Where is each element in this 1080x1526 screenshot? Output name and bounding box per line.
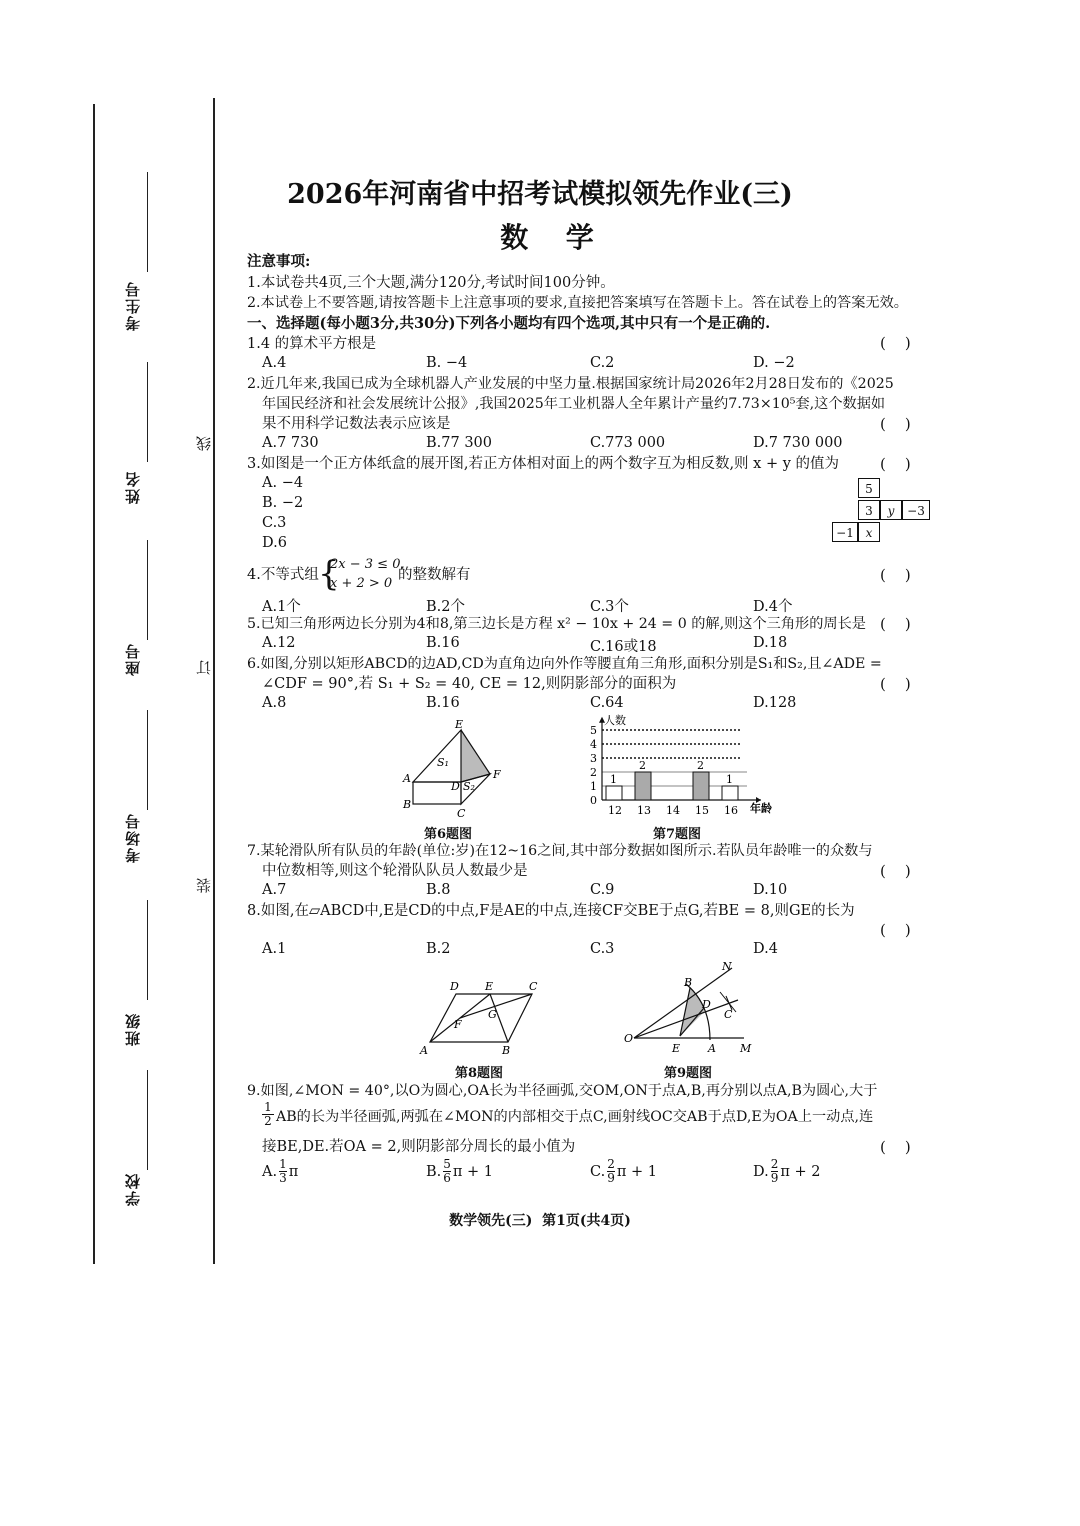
school-label: 学校 <box>124 1172 142 1206</box>
q8-figure <box>412 976 552 1058</box>
q7-line-2: 中位数相等,则这个轮滑队队员人数最少是 <box>262 863 528 879</box>
q9-option-b-tail: π + 1 <box>452 1163 494 1180</box>
q9-answer-paren: ( ) <box>880 1138 911 1156</box>
q6-label-c: C <box>457 807 466 820</box>
q9-option-c-label: C. <box>590 1163 606 1180</box>
q9-option-c-num: 2 <box>607 1157 615 1171</box>
q9-option-a <box>262 1158 298 1185</box>
q2-line-3: 果不用科学记数法表示应该是 <box>262 416 451 432</box>
q9-option-a-tail: π <box>288 1163 299 1180</box>
q8-label-d: D <box>450 980 459 993</box>
q6-label-s1: S₁ <box>437 756 449 769</box>
q6-option-d: D.128 <box>753 695 797 711</box>
q5-stem: 5.已知三角形两边长分别为4和8,第三边长是方程 x² − 10x + 24 = 0 的解,则这个三角形的周长是 <box>247 616 866 632</box>
q9-option-b <box>426 1158 493 1185</box>
q6-line-2: ∠CDF = 90°,若 S₁ + S₂ = 40, CE = 12,则阴影部分的面积为 <box>262 676 677 692</box>
q9-label-d: D <box>702 998 711 1011</box>
q1-option-a: A.4 <box>262 355 287 371</box>
chart-x-tick-14: 14 <box>666 804 680 817</box>
q2-option-a: A.7 730 <box>262 435 319 451</box>
q9-option-d <box>753 1158 820 1185</box>
net-cell-bot-0: −1 <box>832 522 858 542</box>
net-cell-mid-2: y <box>880 500 902 520</box>
q8-option-c: C.3 <box>590 941 615 957</box>
net-cell-top: 5 <box>858 478 880 498</box>
q5-answer-paren: ( ) <box>880 615 911 633</box>
binding-mark-staple: 订 <box>195 660 213 675</box>
q5-option-d: D.18 <box>753 635 788 651</box>
chart-y-tick-1: 1 <box>590 780 597 793</box>
q8-option-d: D.4 <box>753 941 778 957</box>
q2-option-d: D.7 730 000 <box>753 435 843 451</box>
chart-x-tick-12: 12 <box>608 804 622 817</box>
q1-option-b: B. −4 <box>426 355 468 371</box>
q6-line-1: 6.如图,分别以矩形ABCD的边AD,CD为直角边向外作等腰直角三角形,面积分别是S₁和S₂,且∠ADE = <box>247 656 882 672</box>
chart-bar-15 <box>693 772 709 800</box>
binding-mark-bind: 装 <box>195 878 213 893</box>
q6-label-f: F <box>493 768 501 781</box>
chart-x-tick-16: 16 <box>724 804 738 817</box>
q6-option-c: C.64 <box>590 695 624 711</box>
net-cell-bot-1: x <box>858 522 880 542</box>
q6-answer-paren: ( ) <box>880 675 911 693</box>
chart-x-tick-15: 15 <box>695 804 709 817</box>
q7-option-d: D.10 <box>753 882 788 898</box>
q9-option-d-num: 2 <box>770 1157 779 1171</box>
q5-option-a: A.12 <box>262 635 296 651</box>
q9-option-d-label: D. <box>753 1163 769 1180</box>
q1-option-d: D. −2 <box>753 355 795 371</box>
q4-answer-paren: ( ) <box>880 566 911 584</box>
q9-option-b-label: B. <box>426 1163 442 1180</box>
section-1-heading: 一、选择题(每小题3分,共30分)下列各小题均有四个选项,其中只有一个是正确的. <box>247 315 771 332</box>
chart-y-tick-2: 2 <box>590 766 597 779</box>
class-line <box>147 900 148 1000</box>
class-label: 班级 <box>124 1012 142 1046</box>
q6-label-d: D <box>451 780 460 793</box>
q9-label-c: C <box>724 1008 733 1021</box>
q9-line-2: AB的长为半径画弧,两弧在∠MON的内部相交于点C,画射线OC交AB于点D,E为OA上一动点,连 <box>276 1109 874 1125</box>
q7-caption: 第7题图 <box>653 827 702 842</box>
q8-caption: 第8题图 <box>455 1066 504 1081</box>
subject-title: 数 学 <box>500 221 600 254</box>
q3-answer-paren: ( ) <box>880 455 911 473</box>
q4-brace: { <box>318 554 340 594</box>
q4-suffix: 的整数解有 <box>398 567 471 583</box>
q9-half-num: 1 <box>262 1101 274 1115</box>
seat-number-line <box>147 540 148 640</box>
q9-option-d-den: 9 <box>770 1171 779 1185</box>
q4-option-b: B.2个 <box>426 599 465 615</box>
exam-title: 2026年河南省中招考试模拟领先作业(三) <box>287 179 793 210</box>
q6-label-b: B <box>403 798 412 811</box>
chart-data-label-13: 2 <box>639 759 646 772</box>
chart-ylabel: 人数 <box>604 714 626 727</box>
examinee-number-label: 考生号 <box>124 280 142 331</box>
q4-inequality-2: x + 2 > 0 <box>330 576 393 591</box>
q3-option-b: B. −2 <box>262 495 304 511</box>
page-footer: 数学领先(三) 第1页(共4页) <box>449 1213 631 1229</box>
q6-figure <box>395 718 505 823</box>
q2-answer-paren: ( ) <box>880 415 911 433</box>
chart-y-tick-4: 4 <box>590 738 597 751</box>
q9-option-c-tail: π + 1 <box>616 1163 657 1180</box>
exam-room-label: 考场号 <box>124 812 142 863</box>
q9-option-c <box>590 1158 657 1185</box>
chart-data-label-16: 1 <box>726 773 733 786</box>
chart-xlabel: 年龄 <box>750 802 772 815</box>
q9-label-e: E <box>672 1042 681 1055</box>
net-cell-mid-1: 3 <box>858 500 880 520</box>
q1-stem: 1.4 的算术平方根是 <box>247 336 377 352</box>
notice-item-2: 2.本试卷上不要答题,请按答题卡上注意事项的要求,直接把答案填写在答题卡上。答在试卷上的答案无效。 <box>247 295 908 311</box>
notice-heading: 注意事项: <box>247 253 311 270</box>
q6-label-e: E <box>455 718 464 731</box>
q4-prefix: 4.不等式组 <box>247 567 319 583</box>
chart-data-label-15: 2 <box>697 759 704 772</box>
chart-x-tick-13: 13 <box>637 804 651 817</box>
q7-answer-paren: ( ) <box>880 862 911 880</box>
q7-line-1: 7.某轮滑队所有队员的年龄(单位:岁)在12~16之间,其中部分数据如图所示.若队员年龄唯一的众数与 <box>247 843 873 859</box>
binding-line-left <box>93 104 95 1264</box>
q8-label-f: F <box>454 1018 462 1031</box>
q9-option-b-num: 5 <box>443 1157 451 1171</box>
chart-bar-12 <box>606 786 622 800</box>
q8-answer-paren: ( ) <box>880 921 911 939</box>
q7-option-b: B.8 <box>426 882 451 898</box>
chart-y-tick-0: 0 <box>590 794 597 807</box>
q2-option-c: C.773 000 <box>590 435 666 451</box>
q8-label-b: B <box>502 1044 511 1057</box>
q2-line-2: 年国民经济和社会发展统计公报》,我国2025年工业机器人全年累计产量约7.73×10⁵套,这个数据如 <box>262 396 886 412</box>
q3-option-d: D.6 <box>262 535 287 551</box>
q7-option-c: C.9 <box>590 882 615 898</box>
q1-answer-paren: ( ) <box>880 334 911 352</box>
q4-option-c: C.3个 <box>590 599 629 615</box>
q9-option-b-den: 6 <box>443 1171 451 1185</box>
q8-option-a: A.1 <box>262 941 287 957</box>
q9-option-a-den: 3 <box>279 1171 287 1185</box>
school-line <box>147 1070 148 1170</box>
q7-bar-chart <box>582 712 802 822</box>
q9-option-d-tail: π + 2 <box>780 1163 821 1180</box>
q9-figure <box>620 960 760 1058</box>
q9-half-fraction <box>262 1101 274 1128</box>
q3-stem: 3.如图是一个正方体纸盒的展开图,若正方体相对面上的两个数字互为相反数,则 x + y 的值为 <box>247 456 840 472</box>
q7-option-a: A.7 <box>262 882 287 898</box>
q8-stem: 8.如图,在▱ABCD中,E是CD的中点,F是AE的中点,连接CF交BE于点G,若BE = 8,则GE的长为 <box>247 903 855 919</box>
q6-option-b: B.16 <box>426 695 460 711</box>
q9-option-a-num: 1 <box>279 1157 287 1171</box>
q9-label-n: N <box>722 960 732 973</box>
q6-label-a: A <box>403 772 411 785</box>
q8-label-g: G <box>488 1008 497 1021</box>
q9-option-a-label: A. <box>262 1163 278 1180</box>
seat-number-label: 座号 <box>124 642 142 676</box>
chart-data-label-12: 1 <box>610 773 617 786</box>
q9-option-c-den: 9 <box>607 1171 615 1185</box>
q9-label-a: A <box>708 1042 716 1055</box>
q4-option-d: D.4个 <box>753 599 793 615</box>
q8-label-c: C <box>529 980 538 993</box>
q2-option-b: B.77 300 <box>426 435 493 451</box>
q5-option-b: B.16 <box>426 635 460 651</box>
q9-half-den: 2 <box>264 1114 272 1128</box>
chart-y-tick-5: 5 <box>590 724 597 737</box>
q3-option-a: A. −4 <box>262 475 304 491</box>
q4-inequality-1: 2x − 3 ≤ 0, <box>330 557 405 572</box>
q1-option-c: C.2 <box>590 355 615 371</box>
q6-option-a: A.8 <box>262 695 287 711</box>
binding-mark-line: 线 <box>195 436 213 451</box>
q3-option-c: C.3 <box>262 515 287 531</box>
q9-line-3: 接BE,DE.若OA = 2,则阴影部分周长的最小值为 <box>262 1139 576 1155</box>
q8-label-a: A <box>420 1044 428 1057</box>
q2-line-1: 2.近几年来,我国已成为全球机器人产业发展的中坚力量.根据国家统计局2026年2月28日发布的《2025 <box>247 376 894 392</box>
q9-caption: 第9题图 <box>664 1066 713 1081</box>
q8-label-e: E <box>485 980 494 993</box>
q8-option-b: B.2 <box>426 941 451 957</box>
q6-caption: 第6题图 <box>424 827 473 842</box>
q6-shaded-triangle <box>461 730 490 782</box>
exam-room-line <box>147 710 148 810</box>
q9-label-b: B <box>684 976 693 989</box>
chart-bar-16 <box>722 786 738 800</box>
q4-option-a: A.1个 <box>262 599 301 615</box>
chart-y-tick-3: 3 <box>590 752 597 765</box>
notice-item-1: 1.本试卷共4页,三个大题,满分120分,考试时间100分钟。 <box>247 275 615 291</box>
q9-label-m: M <box>740 1042 752 1055</box>
q5-option-c: C.16或18 <box>590 639 657 655</box>
binding-line-right <box>213 98 215 1264</box>
q9-label-o: O <box>624 1032 634 1045</box>
name-line <box>147 362 148 462</box>
name-label: 姓名 <box>124 470 142 504</box>
net-cell-mid-3: −3 <box>902 500 930 520</box>
q6-label-s2: S₂ <box>463 780 475 793</box>
chart-bar-13 <box>635 772 651 800</box>
q9-line-1: 9.如图,∠MON = 40°,以O为圆心,OA长为半径画弧,交OM,ON于点A,B,再分别以点A,B为圆心,大于 <box>247 1083 878 1099</box>
